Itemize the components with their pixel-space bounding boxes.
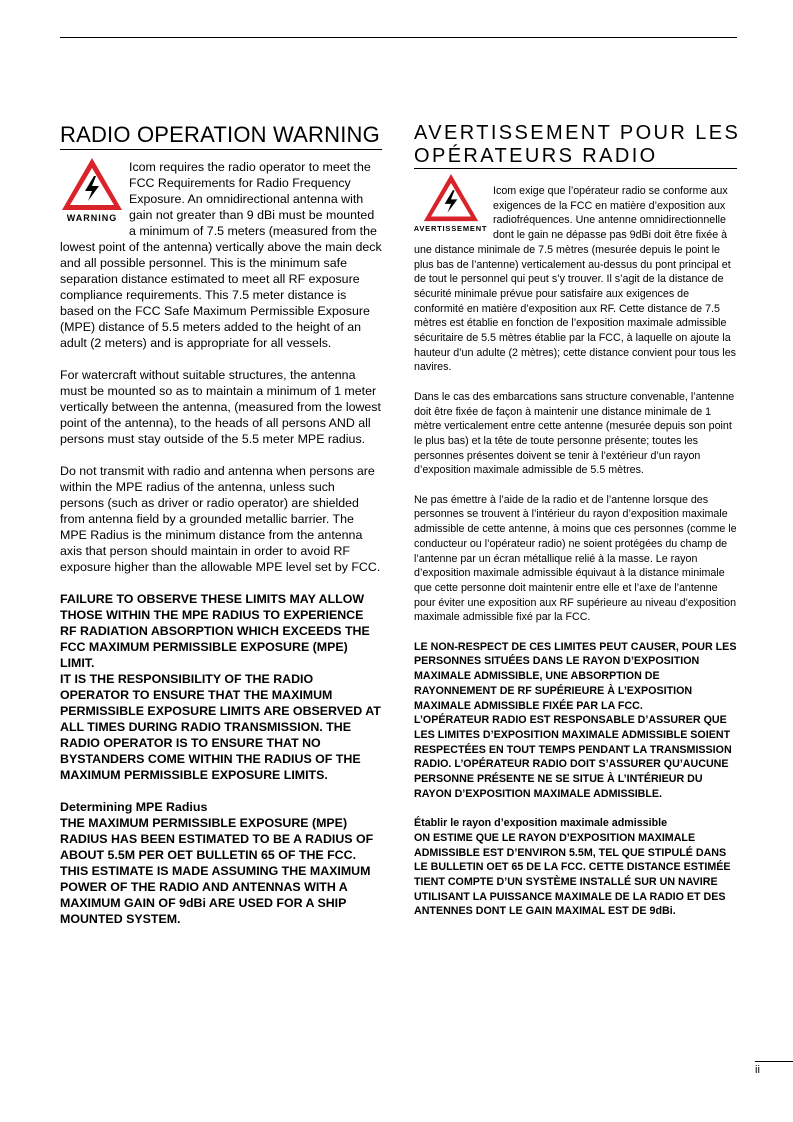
english-paragraph-1: Icom requires the radio operator to meet the FCC Requirements for Radio Frequency Exposure. An omnidirectional antenna with gain not greater than 9 dBi must be mounted a minimum of 7.5 meters (measured from the lowest point of the antenna) vertically above the main deck and all possible personnel. This is the minimum safe separation distance estimated to meet all RF exposure compliance requirements. This 7.5 meter distance is based on the FCC Safe Maximum Permissible Exposure (MPE) distance of 5.5 meters added to the height of an adult (2 meters) and is appropriate for all vessels. <box>60 160 382 350</box>
french-column <box>413 122 741 919</box>
top-rule <box>60 37 737 38</box>
french-title <box>414 122 741 169</box>
french-warning-text-b: L’OPÉRATEUR RADIO EST RESPONSABLE D’ASSURER QUE LES LIMITES D’EXPOSITION MAXIMALE ADMISSIBLE SOIENT RESPECTÉES EN TOUT TEMPS PENDANT LA TRANSMISSION RADIO. L’OPÉRATEUR RADIO DOIT S’ASSURER QU’AUCUNE PERSONNE PRÉSENTE NE SE SITUE À L’INTÉRIEUR DU RAYON D’EXPOSITION MAXIMALE ADMISSIBLE. <box>414 714 732 800</box>
english-title: RADIO OPERATION WARNING <box>60 122 382 150</box>
french-warning-text-a: LE NON-RESPECT DE CES LIMITES PEUT CAUSER, POUR LES PERSONNES SITUÉES DANS LE RAYON D’EXPOSITION MAXIMALE ADMISSIBLE, UNE ABSORPTION DE RAYONNEMENT DE RF SUPÉRIEURE À L’EXPOSITION MAXIMALE ADMISSIBLE FIXÉE PAR LA FCC. <box>414 640 737 712</box>
english-warning-text-b: IT IS THE RESPONSIBILITY OF THE RADIO OPERATOR TO ENSURE THAT THE MAXIMUM PERMISSIBLE EXPOSURE LIMITS ARE OBSERVED AT ALL TIMES DURING RADIO TRANSMISSION. THE RADIO OPERATOR IS TO ENSURE THAT NO BYSTANDERS COME WITHIN THE RADIUS OF THE MAXIMUM PERMISSIBLE EXPOSURE LIMITS. <box>60 672 381 782</box>
french-warning-text <box>414 640 737 802</box>
french-paragraph-2: Dans le cas des embarcations sans structure convenable, l’antenne doit être fixée de façon à maintenir une distance minimale de 1 mètre verticalement entre cette antenne (mesurée depuis son point le plus bas) et la tête de toute personne présente; toutes les personnes présentes doivent se tenir à l’extérieur d’un rayon d’exposition maximale admissible de 5.5 mètres. <box>414 390 735 477</box>
english-paragraph-3: Do not transmit with radio and antenna when persons are within the MPE radius of the antenna, unless such persons (such as driver or radio operator) are shielded from antenna field by a grounded metallic barrier. The MPE Radius is the minimum distance from the antenna axis that person should maintain in order to avoid RF exposure higher than the allowable MPE level set by FCC. <box>60 464 381 574</box>
french-paragraph-1: Icom exige que l’opérateur radio se conforme aux exigences de la FCC en matière d’exposition aux radiofréquences. Une antenne omnidirectionnelle dont le gain ne dépasse pas 9dBi doit être fixée à une distance minimale de 7.5 mètres (mesurée depuis le point le plus bas de l’antenne) verticalement au-dessus du pont principal et de tout le personnel qui peut s’y trouver. Il s’agit de la distance de sécurité minimale prévue pour satisfaire aux exigences de conformité en matière d’exposition aux RF. Cette distance de 7.5 mètres est établie en fonction de l’exposition maximale admissible sécuritaire de 5.5 mètres établie par la FCC, à laquelle on ajoute la hauteur d’un adulte (2 mètres); cette distance convient pour tous les navires. <box>414 185 736 374</box>
warning-triangle-lightning-icon <box>422 172 480 223</box>
footer-rule <box>755 1061 793 1062</box>
english-mpe-text-a: THE MAXIMUM PERMISSIBLE EXPOSURE (MPE) RADIUS HAS BEEN ESTIMATED TO BE A RADIUS OF ABOUT 5.5M PER OET BULLETIN 65 OF THE FCC. <box>60 816 374 862</box>
french-warning-label: AVERTISSEMENT <box>413 224 488 233</box>
page-number: ii <box>755 1064 760 1076</box>
english-column <box>60 122 382 927</box>
english-warning-label: WARNING <box>66 213 118 223</box>
english-mpe-heading: Determining MPE Radius <box>60 800 208 814</box>
english-warning-badge <box>59 156 125 231</box>
french-title-line-1: AVERTISSEMENT POUR LES <box>414 122 741 144</box>
warning-triangle-lightning-icon <box>60 156 124 212</box>
french-mpe-text: ON ESTIME QUE LE RAYON D’EXPOSITION MAXIMALE ADMISSIBLE EST D’ENVIRON 5.5M, TEL QUE STIPULÉ DANS LE BULLETIN OET 65 DE LA FCC. CETTE DISTANCE ESTIMÉE TIENT COMPTE D’UN SYSTÈME INSTALLÉ SUR UN NAVIRE UTILISANT LA PUISSANCE MAXIMALE DE LA RADIO ET DES ANTENNES DONT LE GAIN MAXIMAL EST DE 9dBi. <box>414 831 731 918</box>
english-mpe-section <box>60 799 382 927</box>
french-title-line-2: OPÉRATEURS RADIO <box>414 145 658 167</box>
english-warning-text <box>60 591 382 783</box>
english-mpe-text-b: THIS ESTIMATE IS MADE ASSUMING THE MAXIMUM POWER OF THE RADIO AND ANTENNAS WITH A MAXIMUM GAIN OF 9dBi ARE USED FOR A SHIP MOUNTED SYSTEM. <box>60 864 371 926</box>
french-mpe-heading: Établir le rayon d’exposition maximale admissible <box>414 817 668 830</box>
french-mpe-section <box>414 816 737 919</box>
english-paragraph-2: For watercraft without suitable structures, the antenna must be mounted so as to maintain a minimum of 1 meter vertically between the antenna, (measured from the lowest point of the antenna), to the heads of all persons AND all persons must stay outside of the 5.5 meter MPE radius. <box>60 368 381 446</box>
english-warning-text-a: FAILURE TO OBSERVE THESE LIMITS MAY ALLOW THOSE WITHIN THE MPE RADIUS TO EXPERIENCE RF RADIATION ABSORPTION WHICH EXCEEDS THE FCC MAXIMUM PERMISSIBLE EXPOSURE (MPE) LIMIT. <box>60 592 370 670</box>
french-warning-badge <box>412 172 489 236</box>
french-paragraph-3: Ne pas émettre à l’aide de la radio et de l’antenne lorsque des personnes se trouvent à l’intérieur du rayon d’exposition maximale admissible de cette antenne, à moins que ces personnes (comme le conducteur ou l’opérateur radio) ne soient protégées du champ de l’antenne par un écran métallique relié à la masse. Le rayon d’exposition maximale admissible équivaut à la distance minimale que cette personne doit maintenir entre elle et l’axe de l’antenne pour éviter une exposition aux RF supérieure au niveau d’exposition maximale admissible fixé par la FCC. <box>414 493 737 624</box>
